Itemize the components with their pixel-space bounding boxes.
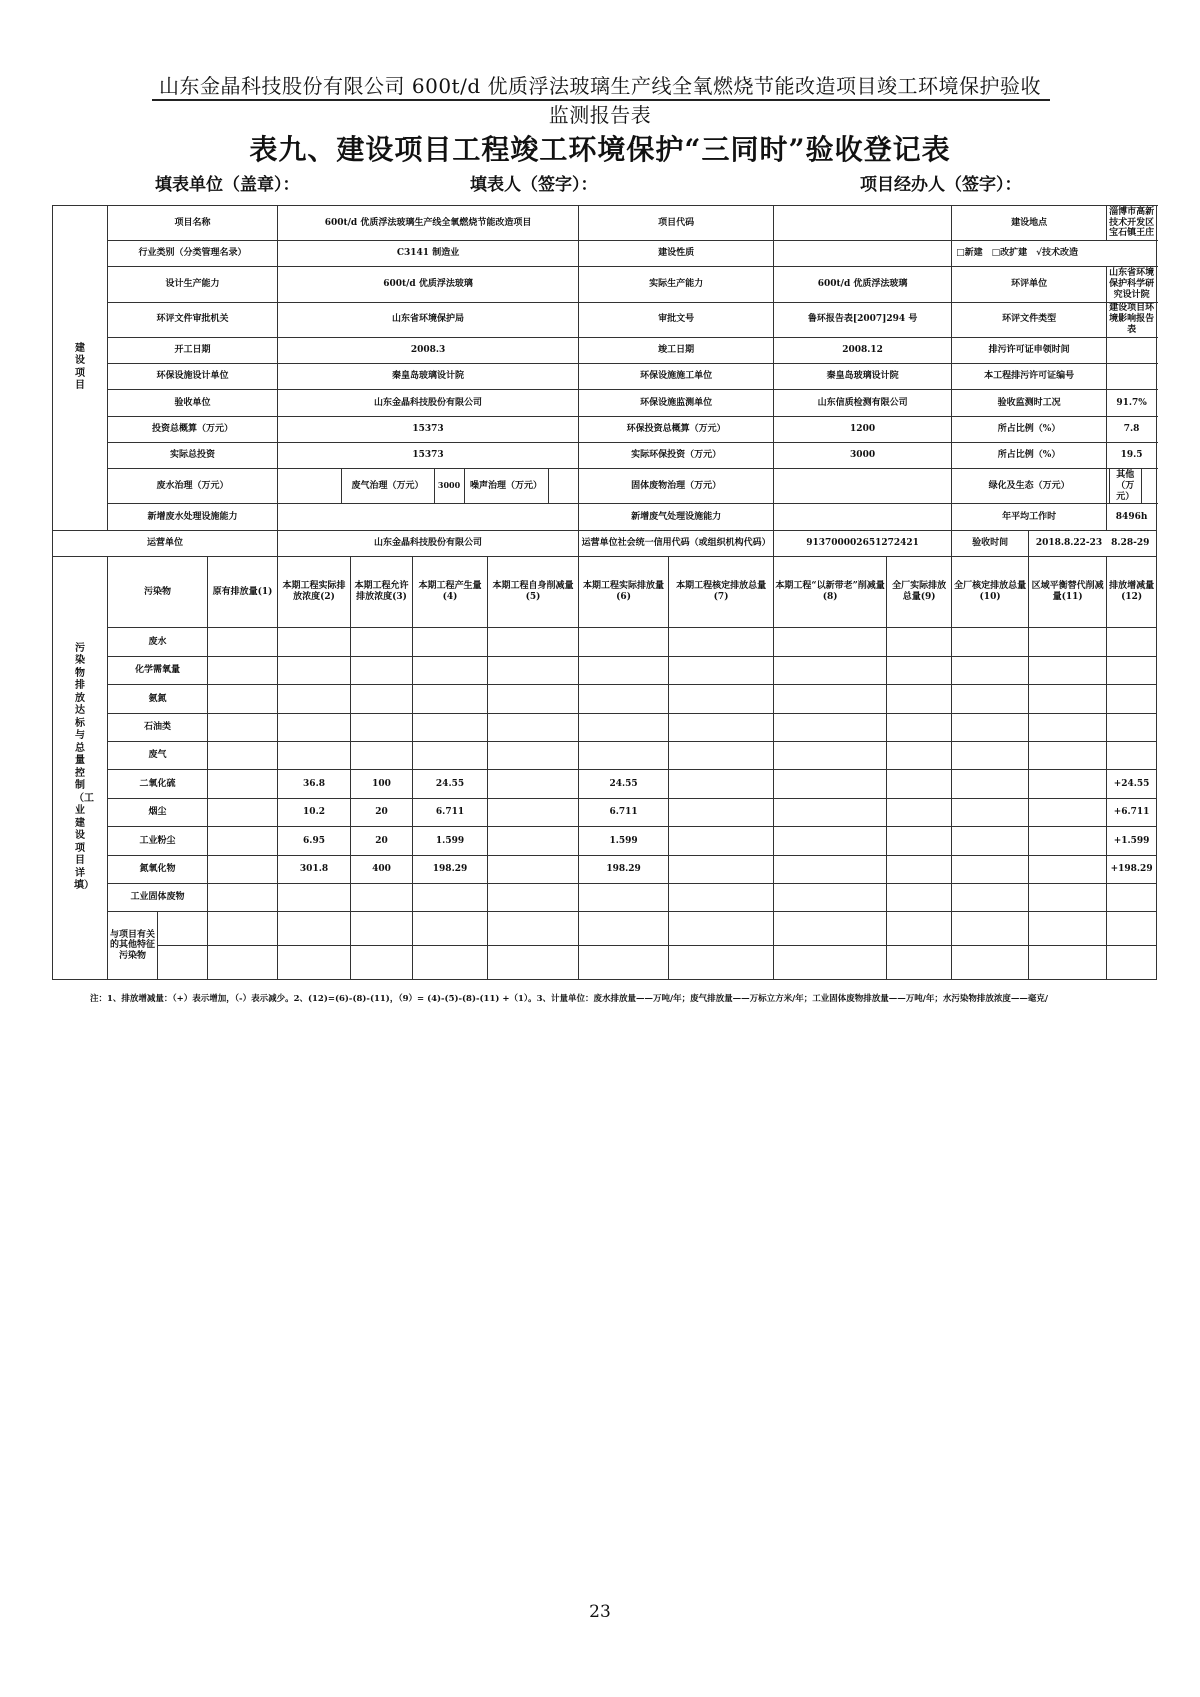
label-greening: 绿化及生态（万元） — [952, 469, 1107, 504]
cell-c2 — [278, 713, 351, 741]
cell-c4 — [413, 628, 488, 656]
cell-c7 — [669, 884, 774, 912]
table-row — [53, 713, 1157, 741]
cell-c6 — [579, 685, 669, 713]
cell-c5 — [488, 685, 579, 713]
col-actual-emission: 本期工程实际排放量(6) — [579, 556, 669, 628]
cell-c6 — [579, 742, 669, 770]
cell-c4 — [413, 713, 488, 741]
cell-c9 — [887, 656, 952, 684]
investment-breakdown-cell — [278, 469, 579, 504]
header-rule — [152, 99, 1050, 101]
cell-c8 — [774, 827, 887, 855]
cell-c4 — [413, 685, 488, 713]
col-pollutant: 污染物 — [108, 556, 208, 628]
cell-c6: 6.711 — [579, 798, 669, 826]
other-pollutant-label: 与项目有关的其他特征污染物 — [108, 912, 158, 980]
cell-c11 — [1029, 770, 1107, 798]
value-total-estimate: 15373 — [278, 416, 579, 442]
value-ratio-actual: 19.5 — [1107, 442, 1157, 468]
value-start-date: 2008.3 — [278, 337, 579, 363]
cell-c7 — [669, 827, 774, 855]
cell-c12: +1.599 — [1107, 827, 1157, 855]
value-new-gas-capacity — [774, 504, 952, 530]
cell-c3 — [351, 656, 413, 684]
value-permit-time — [1107, 337, 1157, 363]
value-approval-authority: 山东省环境保护局 — [278, 302, 579, 337]
label-permit-number: 本工程排污许可证编号 — [952, 363, 1107, 389]
cell-c7 — [669, 685, 774, 713]
cell-c6 — [579, 884, 669, 912]
cell-c7 — [669, 742, 774, 770]
value-actual-capacity: 600t/d 优质浮法玻璃 — [774, 267, 952, 302]
fill-manager-label: 项目经办人（签字）： — [860, 175, 1022, 195]
label-permit-time: 排污许可证申领时间 — [952, 337, 1107, 363]
label-eia-unit: 环评单位 — [952, 267, 1107, 302]
label-total-estimate: 投资总概算（万元） — [108, 416, 278, 442]
cell-c7 — [669, 855, 774, 883]
label-nature: 建设性质 — [579, 241, 774, 267]
label-eia-type: 环评文件类型 — [952, 302, 1107, 337]
cell-c5 — [488, 827, 579, 855]
cell-c4 — [413, 742, 488, 770]
cell-c10 — [952, 742, 1029, 770]
cell-c7 — [669, 713, 774, 741]
cell-c5 — [488, 855, 579, 883]
cell-c3 — [351, 884, 413, 912]
section-pollutant-label: 污染物排放达标与总量控制（工业建设项目详填） — [53, 556, 108, 979]
cell-c10 — [952, 884, 1029, 912]
cell-c10 — [952, 827, 1029, 855]
fill-filler-label: 填表人（签字）： — [470, 175, 598, 195]
registration-table — [52, 205, 1157, 980]
label-project-name: 项目名称 — [108, 206, 278, 241]
cell-c4 — [413, 656, 488, 684]
cell-c4: 6.711 — [413, 798, 488, 826]
cell-c1 — [208, 827, 278, 855]
cell-c9 — [887, 713, 952, 741]
label-other: 其他（万元） — [1109, 469, 1141, 503]
cell-c3: 20 — [351, 827, 413, 855]
cell-c10 — [952, 656, 1029, 684]
value-project-name: 600t/d 优质浮法玻璃生产线全氧燃烧节能改造项目 — [278, 206, 579, 241]
pollutant-name: 工业固体废物 — [108, 884, 208, 912]
value-design-unit: 秦皇岛玻璃设计院 — [278, 363, 579, 389]
cell-c2: 301.8 — [278, 855, 351, 883]
cell-c9 — [887, 628, 952, 656]
cell-c8 — [774, 884, 887, 912]
value-project-code — [774, 206, 952, 241]
cell-c2 — [278, 656, 351, 684]
label-construction-unit: 环保设施施工单位 — [579, 363, 774, 389]
table-row — [53, 798, 1157, 826]
label-wastewater-treatment: 废水治理（万元） — [108, 469, 278, 504]
cell-c7 — [669, 656, 774, 684]
cell-c8 — [774, 770, 887, 798]
cell-c2 — [278, 685, 351, 713]
col-approved-total: 本期工程核定排放总量(7) — [669, 556, 774, 628]
cell-c10 — [952, 685, 1029, 713]
cell-c3 — [351, 685, 413, 713]
pollutant-name: 氨氮 — [108, 685, 208, 713]
label-env-estimate: 环保投资总概算（万元） — [579, 416, 774, 442]
section-construction-label: 建设项目 — [53, 206, 108, 531]
label-actual-env-investment: 实际环保投资（万元） — [579, 442, 774, 468]
label-monitoring-unit: 环保设施监测单位 — [579, 390, 774, 416]
pollutant-name: 石油类 — [108, 713, 208, 741]
cell-c9 — [887, 884, 952, 912]
cell-c5 — [488, 713, 579, 741]
value-location: 淄博市高新技术开发区宝石镇王庄 — [1107, 206, 1157, 241]
label-acceptance-time: 验收时间 — [952, 530, 1029, 556]
col-old-reduction: 本期工程“以新带老”削减量(8) — [774, 556, 887, 628]
label-design-unit: 环保设施设计单位 — [108, 363, 278, 389]
cell-c5 — [488, 798, 579, 826]
value-actual-investment: 15373 — [278, 442, 579, 468]
greening-other-cell — [1107, 469, 1157, 504]
cell-c12: +198.29 — [1107, 855, 1157, 883]
pollutant-name: 烟尘 — [108, 798, 208, 826]
cell-c6: 198.29 — [579, 855, 669, 883]
value-new-wastewater-capacity — [278, 504, 579, 530]
cell-c1 — [208, 884, 278, 912]
value-annual-hours: 8496h — [1107, 504, 1157, 530]
cell-c7 — [669, 798, 774, 826]
table-row — [53, 656, 1157, 684]
cell-c8 — [774, 742, 887, 770]
col-plant-approved-total: 全厂核定排放总量(10) — [952, 556, 1029, 628]
label-actual-capacity: 实际生产能力 — [579, 267, 774, 302]
table-row — [53, 685, 1157, 713]
cell-c9 — [887, 685, 952, 713]
value-env-estimate: 1200 — [774, 416, 952, 442]
pollutant-name: 工业粉尘 — [108, 827, 208, 855]
cell-c12: +24.55 — [1107, 770, 1157, 798]
pollutant-name: 废气 — [108, 742, 208, 770]
cell-c4: 198.29 — [413, 855, 488, 883]
table-row — [53, 628, 1157, 656]
cell-c11 — [1029, 656, 1107, 684]
table-row — [53, 827, 1157, 855]
cell-c3 — [351, 713, 413, 741]
cell-c12 — [1107, 628, 1157, 656]
cell-c10 — [952, 628, 1029, 656]
label-operating-unit: 运营单位 — [53, 530, 278, 556]
label-working-condition: 验收监测时工况 — [952, 390, 1107, 416]
cell-c8 — [774, 628, 887, 656]
cell-c5 — [488, 656, 579, 684]
pollutant-name: 废水 — [108, 628, 208, 656]
cell-c5 — [488, 628, 579, 656]
label-actual-investment: 实际总投资 — [108, 442, 278, 468]
pollutant-name: 化学需氧量 — [108, 656, 208, 684]
cell-c9 — [887, 742, 952, 770]
label-location: 建设地点 — [952, 206, 1107, 241]
cell-c10 — [952, 713, 1029, 741]
cell-c9 — [887, 855, 952, 883]
col-plant-actual-total: 全厂实际排放总量(9) — [887, 556, 952, 628]
label-new-gas-capacity: 新增废气处理设施能力 — [579, 504, 774, 530]
cell-c11 — [1029, 713, 1107, 741]
cell-c8 — [774, 685, 887, 713]
table-footnote: 注：1、排放增减量：（+）表示增加，（-）表示减少。2、(12)=(6)-(8)-(11)，（9）= (4)-(5)-(8)-(11) +（1）。3、计量单位：废水排放量——万吨/年；废气排放量——万标立方米/年；工业固体废物排放量——万吨/年；水污染物排放浓度——毫克/ — [90, 994, 1048, 1004]
page-number: 23 — [589, 1602, 611, 1622]
col-original-emission: 原有排放量(1) — [208, 556, 278, 628]
cell-c11 — [1029, 884, 1107, 912]
value-acceptance-time: 2018.8.22-23 8.28-29 — [1029, 530, 1157, 556]
value-actual-env-investment: 3000 — [774, 442, 952, 468]
label-industry: 行业类别（分类管理名录） — [108, 241, 278, 267]
cell-c5 — [488, 770, 579, 798]
cell-c11 — [1029, 628, 1107, 656]
value-operating-unit: 山东金晶科技股份有限公司 — [278, 530, 579, 556]
cell-c6 — [579, 713, 669, 741]
cell-c6: 24.55 — [579, 770, 669, 798]
value-nature: □新建 □改扩建 √技术改造 — [952, 241, 1157, 267]
cell-c8 — [774, 798, 887, 826]
cell-c12 — [1107, 685, 1157, 713]
value-acceptance-unit: 山东金晶科技股份有限公司 — [278, 390, 579, 416]
label-annual-hours: 年平均工作时 — [952, 504, 1107, 530]
value-other — [1141, 469, 1156, 503]
label-start-date: 开工日期 — [108, 337, 278, 363]
cell-c2: 6.95 — [278, 827, 351, 855]
cell-c1 — [208, 656, 278, 684]
table-row — [53, 884, 1157, 912]
value-noise-treatment — [548, 469, 578, 503]
label-design-capacity: 设计生产能力 — [108, 267, 278, 302]
cell-c2 — [278, 628, 351, 656]
value-approval-number: 鲁环报告表[2007]294 号 — [774, 302, 952, 337]
label-new-wastewater-capacity: 新增废水处理设施能力 — [108, 504, 278, 530]
cell-c4: 24.55 — [413, 770, 488, 798]
value-eia-unit: 山东省环境保护科学研究设计院 — [1107, 267, 1157, 302]
cell-c12 — [1107, 742, 1157, 770]
page-title: 表九、建设项目工程竣工环境保护“三同时”验收登记表 — [249, 133, 951, 166]
table-row — [53, 770, 1157, 798]
cell-c3 — [351, 628, 413, 656]
value-design-capacity: 600t/d 优质浮法玻璃 — [278, 267, 579, 302]
cell-c1 — [208, 798, 278, 826]
value-credit-code: 913700002651272421 — [774, 530, 952, 556]
value-completion-date: 2008.12 — [774, 337, 952, 363]
other-pollutant-name-1 — [158, 912, 208, 946]
running-header: 山东金晶科技股份有限公司 600t/d 优质浮法玻璃生产线全氧燃烧节能改造项目竣工环境保护验收监测报告表 — [159, 74, 1041, 127]
pollutant-name: 氮氧化物 — [108, 855, 208, 883]
label-approval-authority: 环评文件审批机关 — [108, 302, 278, 337]
cell-c8 — [774, 713, 887, 741]
table-row — [53, 855, 1157, 883]
value-eia-type: 建设项目环境影响报告表 — [1107, 302, 1157, 337]
label-gas-treatment: 废气治理（万元） — [341, 469, 434, 503]
value-monitoring-unit: 山东信质检测有限公司 — [774, 390, 952, 416]
cell-c6: 1.599 — [579, 827, 669, 855]
cell-c9 — [887, 827, 952, 855]
cell-c11 — [1029, 685, 1107, 713]
label-ratio-actual: 所占比例（%） — [952, 442, 1107, 468]
cell-c7 — [669, 628, 774, 656]
col-self-reduction: 本期工程自身削减量(5) — [488, 556, 579, 628]
cell-c4 — [413, 884, 488, 912]
cell-c11 — [1029, 798, 1107, 826]
label-completion-date: 竣工日期 — [579, 337, 774, 363]
pollutant-name: 二氧化硫 — [108, 770, 208, 798]
label-project-code: 项目代码 — [579, 206, 774, 241]
fill-unit-label: 填表单位（盖章）： — [155, 175, 300, 195]
table-row — [53, 742, 1157, 770]
value-wastewater-treatment — [278, 469, 341, 503]
cell-c9 — [887, 798, 952, 826]
other-pollutant-name-2 — [158, 946, 208, 980]
cell-c8 — [774, 855, 887, 883]
cell-c1 — [208, 628, 278, 656]
cell-c6 — [579, 656, 669, 684]
col-actual-concentration: 本期工程实际排放浓度(2) — [278, 556, 351, 628]
cell-c1 — [208, 685, 278, 713]
col-emission-change: 排放增减量(12) — [1107, 556, 1157, 628]
value-construction-unit: 秦皇岛玻璃设计院 — [774, 363, 952, 389]
col-production: 本期工程产生量(4) — [413, 556, 488, 628]
label-approval-number: 审批文号 — [579, 302, 774, 337]
cell-c12 — [1107, 713, 1157, 741]
value-working-condition: 91.7% — [1107, 390, 1157, 416]
cell-c11 — [1029, 827, 1107, 855]
label-credit-code: 运营单位社会统一信用代码（或组织机构代码） — [579, 530, 774, 556]
cell-c6 — [579, 628, 669, 656]
label-ratio-estimate: 所占比例（%） — [952, 416, 1107, 442]
cell-c11 — [1029, 742, 1107, 770]
cell-c1 — [208, 855, 278, 883]
value-permit-number — [1107, 363, 1157, 389]
cell-c2 — [278, 884, 351, 912]
col-allowed-concentration: 本期工程允许排放浓度(3) — [351, 556, 413, 628]
cell-c10 — [952, 855, 1029, 883]
cell-c4: 1.599 — [413, 827, 488, 855]
cell-c12: +6.711 — [1107, 798, 1157, 826]
cell-c3 — [351, 742, 413, 770]
cell-c7 — [669, 770, 774, 798]
cell-c2 — [278, 742, 351, 770]
cell-c2: 36.8 — [278, 770, 351, 798]
value-ratio-estimate: 7.8 — [1107, 416, 1157, 442]
cell-c5 — [488, 742, 579, 770]
cell-c12 — [1107, 884, 1157, 912]
cell-c11 — [1029, 855, 1107, 883]
label-acceptance-unit: 验收单位 — [108, 390, 278, 416]
cell-c3: 100 — [351, 770, 413, 798]
cell-c1 — [208, 742, 278, 770]
cell-c3: 400 — [351, 855, 413, 883]
label-noise-treatment: 噪声治理（万元） — [464, 469, 548, 503]
label-solid-waste-treatment: 固体废物治理（万元） — [579, 469, 774, 504]
cell-c2: 10.2 — [278, 798, 351, 826]
cell-c10 — [952, 770, 1029, 798]
value-gas-treatment: 3000 — [434, 469, 464, 503]
cell-c1 — [208, 770, 278, 798]
cell-c1 — [208, 713, 278, 741]
cell-c5 — [488, 884, 579, 912]
cell-c9 — [887, 770, 952, 798]
cell-c3: 20 — [351, 798, 413, 826]
value-industry: C3141 制造业 — [278, 241, 579, 267]
cell-c12 — [1107, 656, 1157, 684]
cell-c8 — [774, 656, 887, 684]
cell-c10 — [952, 798, 1029, 826]
col-regional-reduction: 区域平衡替代削减量(11) — [1029, 556, 1107, 628]
value-solid-waste-treatment — [774, 469, 952, 504]
value-nature-empty — [774, 241, 952, 267]
